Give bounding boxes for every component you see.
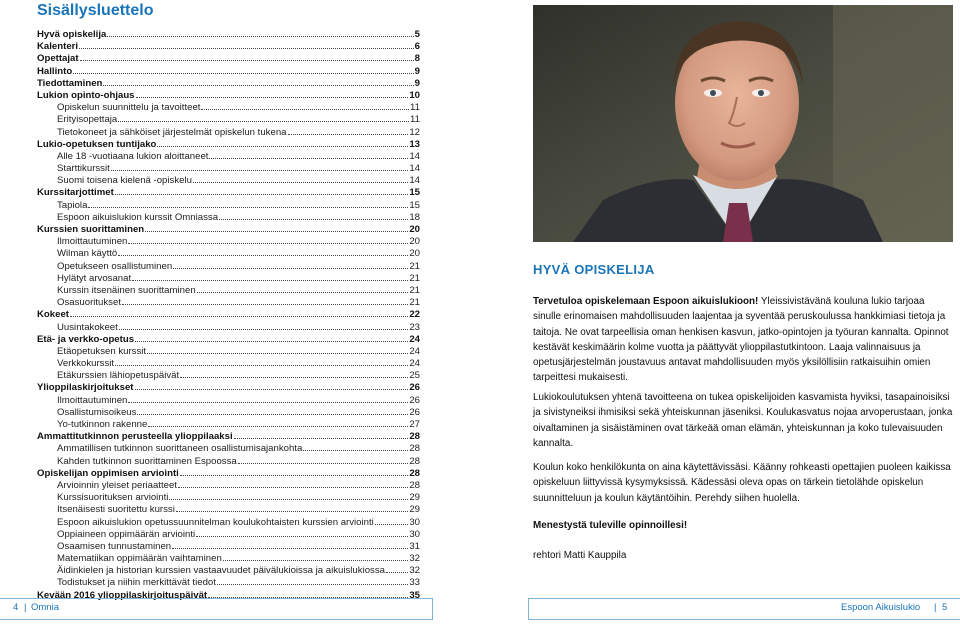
toc-entry xyxy=(37,40,420,52)
toc-entry xyxy=(37,516,420,528)
toc-entry xyxy=(37,467,420,479)
toc-entry-page: 15 xyxy=(409,199,420,211)
toc-entry-title: Opiskelun suunnittelu ja tavoitteet xyxy=(57,102,201,114)
toc-entry-page: 20 xyxy=(409,224,420,235)
toc-entry-title: Kurssin itsenäinen suorittaminen xyxy=(57,284,196,296)
toc-entry-page: 18 xyxy=(409,211,420,223)
toc-entry-page: 10 xyxy=(409,89,420,101)
toc-entry xyxy=(37,260,420,272)
toc-entry-title: Kurssisuorituksen arviointi xyxy=(57,492,169,504)
toc-entry-title: Opettajat xyxy=(37,53,79,65)
toc-leader-dots xyxy=(118,247,408,256)
toc-entry xyxy=(37,491,420,503)
toc-entry xyxy=(37,321,420,333)
toc-entry xyxy=(37,52,420,64)
toc-entry-page: 20 xyxy=(409,248,420,260)
toc-entry xyxy=(37,28,420,40)
toc-entry xyxy=(37,272,420,284)
toc-leader-dots xyxy=(176,503,408,512)
toc-leader-dots xyxy=(128,394,408,403)
paragraph-2: Lukiokoulutuksen yhtenä tavoitteena on tukea opiskelijoiden kasvamista hyviksi, tasapainoisiksi ja sivistyneiksi ihmisiksi sekä yhteiskunnan jäseniksi. Koulukasvatus nojaa arvoperustaan, jonka oivaltaminen ja sisäistäminen ovat tärkeää oman elämän, yhteiskunnan ja koko tulevaisuuden kannalta. xyxy=(533,392,953,449)
toc-entry-title: Kurssien suorittaminen xyxy=(37,224,145,235)
toc-entry xyxy=(37,89,420,101)
toc-entry-title: Todistukset ja niihin merkittävät tiedot xyxy=(57,577,216,589)
toc-leader-dots xyxy=(88,199,408,208)
toc-entry-page: 22 xyxy=(409,309,420,321)
article-heading: HYVÄ OPISKELIJA xyxy=(533,262,655,277)
toc-entry xyxy=(37,162,420,174)
toc-leader-dots xyxy=(135,381,409,390)
intro-lead: Tervetuloa opiskelemaan Espoon aikuislukioon! xyxy=(533,296,759,307)
toc-entry xyxy=(37,576,420,588)
toc-entry-title: Lukio-opetuksen tuntijako xyxy=(37,138,157,150)
toc-leader-dots xyxy=(79,40,414,49)
toc-entry-title: Tiedottaminen xyxy=(37,77,103,89)
toc-leader-dots xyxy=(103,77,413,86)
toc-leader-dots xyxy=(172,540,408,549)
toc-entry-page: 14 xyxy=(409,163,420,175)
toc-leader-dots xyxy=(209,150,408,159)
toc-leader-dots xyxy=(193,174,408,183)
toc-leader-dots xyxy=(219,211,408,220)
toc-leader-dots xyxy=(234,430,409,439)
toc-entry xyxy=(37,65,420,77)
toc-entry xyxy=(37,528,420,540)
toc-entry-title: Suomi toisena kielenä -opiskelu xyxy=(57,175,192,187)
toc-entry-page: 28 xyxy=(409,431,420,443)
toc-entry-title: Wilman käyttö xyxy=(57,248,118,260)
toc-entry-page: 23 xyxy=(409,321,420,333)
toc-entry-page: 24 xyxy=(409,333,420,345)
toc-entry-title: Oppiaineen oppimäärän arviointi xyxy=(57,528,196,540)
toc-entry xyxy=(37,235,420,247)
toc-entry-title: Verkkokurssit xyxy=(57,358,115,370)
toc-entry-page: 9 xyxy=(414,65,420,77)
toc-entry-page: 20 xyxy=(409,236,420,248)
toc-entry-page: 28 xyxy=(409,443,420,455)
toc-entry-page: 30 xyxy=(409,528,420,540)
toc-entry-page: 15 xyxy=(409,187,420,199)
toc-leader-dots xyxy=(118,113,409,122)
toc-leader-dots xyxy=(375,516,409,525)
toc-leader-dots xyxy=(80,52,414,61)
toc-entry xyxy=(37,540,420,552)
toc-entry-title: Osasuoritukset xyxy=(57,297,121,309)
toc-leader-dots xyxy=(180,467,409,476)
toc-entry-page: 12 xyxy=(409,126,420,138)
toc-entry-title: Etäkurssien lähiopetuspäivät xyxy=(57,370,180,382)
toc-entry xyxy=(37,455,420,467)
toc-entry-title: Kokeet xyxy=(37,309,69,321)
principal-photo xyxy=(533,5,953,242)
toc-entry xyxy=(37,211,420,223)
toc-entry xyxy=(37,381,420,393)
toc-entry-page: 14 xyxy=(409,175,420,187)
toc-entry-page: 8 xyxy=(414,53,420,65)
intro-paragraph xyxy=(533,294,953,386)
right-page-number: 5 xyxy=(942,602,948,613)
toc-leader-dots xyxy=(180,369,408,378)
toc-leader-dots xyxy=(386,564,408,573)
toc-leader-dots xyxy=(197,284,409,293)
toc-entry-page: 6 xyxy=(414,41,420,53)
toc-entry-page: 9 xyxy=(414,77,420,89)
toc-entry xyxy=(37,138,420,150)
toc-leader-dots xyxy=(137,406,408,415)
toc-leader-dots xyxy=(115,357,408,366)
toc-entry-page: 25 xyxy=(409,370,420,382)
toc-entry-title: Ilmoittautuminen xyxy=(57,394,128,406)
toc-entry-page: 28 xyxy=(409,467,420,479)
toc-entry-title: Starttikurssit xyxy=(57,163,110,175)
toc-entry xyxy=(37,333,420,345)
toc-leader-dots xyxy=(196,528,408,537)
footer-bar-left xyxy=(0,598,433,620)
toc-entry xyxy=(37,284,420,296)
toc-entry-title: Itsenäisesti suoritettu kurssi xyxy=(57,504,175,516)
left-separator: | xyxy=(24,602,27,613)
toc-entry-title: Ammatillisen tutkinnon suorittaneen osallistumisajankohta xyxy=(57,443,303,455)
toc-entry-page: 33 xyxy=(409,577,420,589)
toc-leader-dots xyxy=(107,28,413,37)
toc-entry-page: 26 xyxy=(409,394,420,406)
toc-entry-page: 29 xyxy=(409,504,420,516)
toc-entry-title: Hylätyt arvosanat xyxy=(57,272,132,284)
toc-entry-title: Opetukseen osallistuminen xyxy=(57,260,173,272)
toc-entry-page: 14 xyxy=(409,150,420,162)
toc-leader-dots xyxy=(201,101,409,110)
toc-leader-dots xyxy=(238,455,409,464)
toc-entry-title: Espoon aikuislukion opetussuunnitelman koulukohtaisten kurssien arviointi xyxy=(57,516,374,528)
toc-leader-dots xyxy=(169,491,408,500)
toc-entry-page: 21 xyxy=(409,284,420,296)
toc-entry xyxy=(37,552,420,564)
toc-entry-title: Etäopetuksen kurssit xyxy=(57,345,147,357)
toc-entry-title: Kalenteri xyxy=(37,41,79,53)
toc-entry xyxy=(37,503,420,515)
toc-entry-page: 32 xyxy=(409,565,420,577)
closing-wish: Menestystä tuleville opinnoillesi! xyxy=(533,520,688,531)
toc-entry-page: 32 xyxy=(409,553,420,565)
toc-entry-title: Tapiola xyxy=(57,199,88,211)
toc-entry-title: Kahden tutkinnon suorittaminen Espoossa xyxy=(57,455,237,467)
toc-entry-page: 31 xyxy=(409,540,420,552)
toc-entry-page: 21 xyxy=(409,260,420,272)
toc-leader-dots xyxy=(135,333,408,342)
toc-entry xyxy=(37,479,420,491)
toc-entry-title: Matematiikan oppimäärän vaihtaminen xyxy=(57,553,222,565)
toc-entry xyxy=(37,199,420,211)
toc-title: Sisällysluettelo xyxy=(37,2,154,19)
toc-entry-title: Lukion opinto-ohjaus xyxy=(37,89,135,101)
toc-entry xyxy=(37,247,420,259)
toc-leader-dots xyxy=(115,186,409,195)
toc-entry xyxy=(37,186,420,198)
toc-leader-dots xyxy=(147,345,408,354)
toc-entry-page: 27 xyxy=(409,419,420,430)
toc-entry-page: 24 xyxy=(409,345,420,357)
toc-entry xyxy=(37,296,420,308)
toc-entry-page: 35 xyxy=(409,589,420,601)
toc-entry xyxy=(37,394,420,406)
toc-leader-dots xyxy=(132,272,408,281)
toc-leader-dots xyxy=(157,138,408,147)
toc-entry-page: 30 xyxy=(409,516,420,528)
toc-entry xyxy=(37,564,420,576)
toc-entry-title: Osallistumisoikeus xyxy=(57,406,137,418)
toc-entry-page: 21 xyxy=(409,272,420,284)
toc-entry xyxy=(37,126,420,138)
toc-leader-dots xyxy=(136,89,409,98)
toc-leader-dots xyxy=(217,576,408,585)
toc-entry-title: Espoon aikuislukion kurssit Omniassa xyxy=(57,211,219,223)
toc-leader-dots xyxy=(119,321,409,330)
toc-entry xyxy=(37,150,420,162)
toc-entry-title: Tietokoneet ja sähköiset järjestelmät opiskelun tukena xyxy=(57,126,287,138)
toc-entry xyxy=(37,357,420,369)
toc-entry-title: Ylioppilaskirjoitukset xyxy=(37,382,134,394)
toc-leader-dots xyxy=(288,126,409,135)
page-footer xyxy=(0,593,960,625)
toc-entry xyxy=(37,174,420,186)
toc-entry xyxy=(37,223,420,235)
signature: rehtori Matti Kauppila xyxy=(533,550,627,561)
toc-leader-dots xyxy=(70,308,408,317)
toc-entry-page: 21 xyxy=(409,297,420,309)
toc-entry-title: Erityisopettaja xyxy=(57,114,118,126)
toc-entry-title: Alle 18 -vuotiaana lukion aloittaneet xyxy=(57,150,209,162)
toc-entry-page: 11 xyxy=(410,102,420,114)
toc-leader-dots xyxy=(111,162,409,171)
toc-entry-title: Hallinto xyxy=(37,65,73,77)
toc-entry-page: 11 xyxy=(410,114,420,126)
toc-entry-title: Yo-tutkinnon rakenne xyxy=(57,419,148,430)
toc-leader-dots xyxy=(128,235,408,244)
toc-entry-title: Osaamisen tunnustaminen xyxy=(57,540,172,552)
toc-entry xyxy=(37,77,420,89)
toc-entry-page: 29 xyxy=(409,492,420,504)
toc-entry-page: 5 xyxy=(414,29,420,40)
toc-leader-dots xyxy=(122,296,408,305)
toc-entry xyxy=(37,406,420,418)
toc-entry-page: 13 xyxy=(409,138,420,150)
toc-leader-dots xyxy=(178,479,408,488)
toc-entry-page: 28 xyxy=(409,455,420,467)
toc-entry-title: Arvioinnin yleiset periaatteet xyxy=(57,479,177,491)
right-separator: | xyxy=(934,602,937,613)
toc-leader-dots xyxy=(73,65,413,74)
toc-entry-page: 24 xyxy=(409,358,420,370)
portrait-illustration xyxy=(533,5,953,242)
toc-entry-title: Etä- ja verkko-opetus xyxy=(37,333,135,345)
toc-entry-title: Äidinkielen ja historian kurssien vastaavuudet päivälukioissa ja aikuislukiossa xyxy=(57,565,385,577)
toc-entry xyxy=(37,345,420,357)
toc-entry xyxy=(37,113,420,125)
toc-entry-title: Kevään 2016 ylioppilaskirjoituspäivät xyxy=(37,589,208,601)
toc-leader-dots xyxy=(173,260,408,269)
toc-leader-dots xyxy=(148,418,408,427)
toc-leader-dots xyxy=(303,442,408,451)
toc-entry-title: Opiskelijan oppimisen arviointi xyxy=(37,467,179,479)
toc-entry xyxy=(37,430,420,442)
toc-entry xyxy=(37,101,420,113)
toc-entry-page: 26 xyxy=(409,382,420,394)
toc-entry-title: Hyvä opiskelija xyxy=(37,29,107,40)
toc-entry-title: Ilmoittautuminen xyxy=(57,236,128,248)
toc-entry-page: 28 xyxy=(409,479,420,491)
left-page-number: 4 xyxy=(13,602,19,613)
toc-entry xyxy=(37,418,420,430)
intro-body: Yleissivistävänä kouluna lukio tarjoaa sinulle erinomaisen mahdollisuuden laajentaa ja syventää peruskoulussa hankkimiasi tietoja ja taitoja. Ne ovat tarpeellisia oman henkisen kasvun, jatko-opintojen ja työuran kannalta. Opinnot kestävät keskimäärin kolme vuotta ja päättyvät ylioppilastutkintoon. Laaja valinnaisuus ja opetusjärjestelmän joustavuus antavat mahdollisuuden myös yksilöllisiin ratkaisuihin omien tarpeittesi mukaisesti. xyxy=(533,296,949,384)
toc-entry-title: Kurssitarjottimet xyxy=(37,187,114,199)
toc-entry xyxy=(37,369,420,381)
toc-leader-dots xyxy=(145,223,408,232)
toc-entry-title: Ammattitutkinnon perusteella ylioppilaaksi xyxy=(37,431,233,443)
toc-entry-title: Uusintakokeet xyxy=(57,321,118,333)
table-of-contents xyxy=(37,28,420,601)
left-publisher: Omnia xyxy=(31,602,59,613)
paragraph-3: Koulun koko henkilökunta on aina käytettävissäsi. Käänny rohkeasti opettajien puoleen kaikissa opiskeluun liittyvissä kysymyksissä. Kädessäsi oleva opas on tärkein tietolähde opiskelun suunnitteluun ja koulun käytäntöihin. Perehdy siihen huolella. xyxy=(533,462,951,504)
toc-leader-dots xyxy=(223,552,409,561)
toc-entry xyxy=(37,308,420,320)
toc-entry-page: 26 xyxy=(409,406,420,418)
right-publisher: Espoon Aikuislukio xyxy=(841,602,921,613)
toc-entry xyxy=(37,442,420,454)
